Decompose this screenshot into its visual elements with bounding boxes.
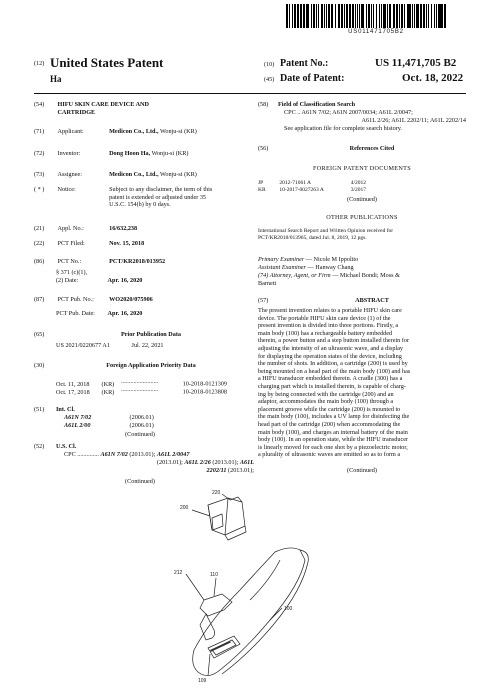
- barcode-bar: [401, 4, 402, 28]
- notice-label: Notice:: [57, 186, 76, 193]
- us-cl-line: [64, 467, 254, 475]
- barcode-bar: [431, 4, 433, 28]
- int-cl-version: (2006.01): [129, 422, 154, 429]
- abstract-line: body (100). In an operation state, while the HIFU transducer: [258, 436, 409, 444]
- barcode-bar: [436, 4, 437, 28]
- pct-no-value: PCT/KR2018/013952: [109, 258, 166, 265]
- label-220: 220: [212, 490, 221, 496]
- pct-pub-no-row: [34, 296, 254, 304]
- header-rule: [34, 93, 466, 94]
- inventor-code: (72): [34, 150, 45, 157]
- barcode-bar: [441, 4, 442, 28]
- attorney-label: (74) Attorney, Agent, or Firm: [258, 272, 331, 279]
- notice-text: [109, 186, 249, 209]
- appl-no-row: [34, 225, 254, 233]
- barcode-bar: [428, 4, 429, 28]
- priority-country: (KR): [101, 388, 115, 396]
- section-371-date: Apr. 16, 2020: [107, 277, 143, 284]
- field-search-line: A61L 2/26; A61L 2202/11; A61L 2202/14: [361, 117, 466, 124]
- abstract-line: therein, a power button and a step button installed therein for: [258, 337, 410, 345]
- cartridge-face: [208, 498, 246, 540]
- date-code: (45): [264, 76, 275, 83]
- barcode-bar: [344, 4, 345, 28]
- applicant-location: Wonju-si (KR): [158, 128, 197, 135]
- abstract-code: (57): [258, 297, 269, 304]
- barcode-bar: [316, 4, 317, 28]
- barcode-bar: [326, 4, 327, 28]
- abstract-line: is linearly moved for each one shot by a piezoelectric motor,: [258, 443, 408, 451]
- barcode-bar: [387, 4, 388, 28]
- device-figure: [150, 490, 350, 685]
- abstract-line: head part of the cartridge (200) when accommodating the: [258, 420, 401, 428]
- date-label: Date of Patent:: [280, 73, 345, 84]
- assistant-examiner: [258, 264, 466, 272]
- label-100: 100: [284, 606, 293, 612]
- pct-no-code: (86): [34, 258, 45, 265]
- int-cl-row: [64, 414, 244, 422]
- abstract-continued: (Continued): [347, 467, 377, 474]
- barcode-bar: [292, 4, 293, 28]
- barcode-bar: [381, 4, 382, 28]
- barcode-number: US011471705B2: [348, 29, 404, 35]
- pct-no-label: PCT No.:: [57, 258, 82, 265]
- prior-pub-number: US 2021/0220677 A1: [56, 342, 110, 349]
- prior-pub-date: Jul. 22, 2021: [131, 342, 164, 349]
- attorney: [258, 272, 466, 280]
- us-cl-class: A61L 2/0047: [156, 451, 190, 458]
- assignee-row: [34, 171, 254, 179]
- foreign-doc-number: 10-2017-0027263 A: [279, 187, 324, 193]
- abstract-line: a plurality of ultrasonic waves are emitted so as to form a: [258, 451, 401, 459]
- main-body-edge: [222, 550, 308, 674]
- section-371-date-label: (2) Date:: [56, 277, 79, 284]
- other-pub-line: International Search Report and Written Opinion received for: [258, 228, 394, 234]
- pct-pub-no-value: WO2020/075906: [109, 296, 153, 303]
- notice-row: [34, 186, 254, 209]
- other-pub-line: PCT/KR2018/013965, dated Jul. 8, 2019, 12 pgs.: [258, 235, 367, 241]
- notice-line: Subject to any disclaimer, the term of this: [109, 186, 213, 193]
- barcode-bar: [355, 4, 357, 28]
- prior-pub-row: [56, 342, 256, 350]
- date-of-patent: Oct. 18, 2022: [402, 72, 464, 84]
- prior-pub-code: (65): [34, 331, 45, 338]
- leader-100: [270, 608, 282, 620]
- barcode-bar: [371, 4, 372, 28]
- us-cl-line: [64, 459, 254, 467]
- abstract-line: adjusting the intensity of an ultrasonic wave, and a display: [258, 344, 404, 352]
- int-cl-code: (51): [34, 406, 45, 413]
- int-cl-row: [64, 422, 244, 430]
- patent-number-label: Patent No.:: [280, 58, 329, 69]
- priority-title: Foreign Application Priority Data: [106, 362, 196, 369]
- abstract-line: adaptor, accommodates the main body (100) through a: [258, 398, 394, 406]
- us-cl-continued: (Continued): [125, 478, 155, 485]
- barcode-bar: [418, 4, 419, 28]
- priority-dots: ........................: [121, 386, 159, 393]
- main-body-ridge: [250, 560, 280, 600]
- field-search-line: CPC .. A61N 7/02; A61N 2007/0034; A61L 2/0047;: [284, 109, 413, 116]
- barcode-bar: [321, 4, 323, 28]
- pct-pub-date-row: [56, 310, 256, 318]
- leader-212: [186, 574, 204, 600]
- button-panel: [208, 636, 240, 658]
- abstract-line: a HIFU transducer embedded therein. A cradle (300) has a: [258, 375, 403, 383]
- foreign-doc-row: [258, 180, 466, 187]
- abstract-line: main body (100), and charges an internal battery of the main: [258, 428, 408, 436]
- abstract-line: present invention is divided into three portions. Firstly, a: [258, 322, 399, 330]
- abstract-line: charging part which is installed therein, is capable of charg-: [258, 382, 406, 390]
- pct-pub-date-value: Apr. 16, 2020: [107, 310, 143, 317]
- barcode-bar: [303, 4, 304, 28]
- us-cl-title: U.S. Cl.: [56, 443, 77, 450]
- leader-200: [192, 510, 210, 516]
- priority-row: [56, 386, 256, 396]
- int-cl-continued: (Continued): [125, 431, 155, 438]
- barcode-bar: [376, 4, 378, 28]
- barcode-bar: [420, 4, 421, 28]
- us-cl-code: (52): [34, 443, 45, 450]
- us-cl-line: [64, 451, 254, 459]
- barcode-bar: [404, 4, 406, 28]
- other-pubs-title: OTHER PUBLICATIONS: [326, 214, 398, 221]
- us-cl-text: (2013.01);: [210, 459, 240, 466]
- barcode-bar: [423, 4, 425, 28]
- abstract-line: the number of shots. In addition, a cartridge (200) is used by: [258, 360, 408, 368]
- appl-no-label: Appl. No.:: [57, 225, 84, 232]
- pct-no-row: [34, 258, 254, 266]
- abstract-line: ing by being connected with the cartridge (200) and an: [258, 390, 394, 398]
- notice-line: patent is extended or adjusted under 35: [109, 193, 207, 201]
- barcode-bar: [366, 4, 367, 28]
- abstract-line: main body (100) has a rechargeable battery embedded: [258, 329, 393, 337]
- title-code: (54): [34, 101, 45, 108]
- attorney-cont: Barnett: [258, 280, 277, 287]
- barcode-bar: [426, 4, 427, 28]
- priority-date: Oct. 11, 2018: [56, 380, 90, 388]
- us-cl-class: A61L: [239, 459, 254, 466]
- abstract-line: for displaying the operation states of the device, including: [258, 352, 402, 360]
- prior-pub-title: Prior Publication Data: [120, 331, 182, 338]
- primary-examiner-label: Primary Examiner: [258, 256, 305, 263]
- field-search-line: See application file for complete search history.: [284, 125, 402, 132]
- barcode-bar: [308, 4, 309, 28]
- inventor-name: Dong Hoon Ha,: [109, 150, 151, 157]
- barcode-bar: [313, 4, 315, 28]
- leader-220: [222, 494, 230, 500]
- label-110: 110: [210, 572, 218, 578]
- assistant-examiner-label: Assistant Examiner: [258, 264, 306, 271]
- priority-dots: ........................: [121, 378, 159, 385]
- inventor-surname: Ha: [50, 74, 62, 84]
- barcode-bar: [434, 4, 435, 28]
- assistant-examiner-name: — Hanway Chang: [305, 264, 354, 271]
- foreign-doc-country: JP: [258, 180, 264, 186]
- abstract-line: The present invention relates to a portable HIFU skin care: [258, 307, 402, 314]
- leader-109: [208, 654, 210, 676]
- assignee-location: Wonju-si (KR): [158, 171, 197, 178]
- field-search-code: (58): [258, 101, 269, 108]
- abstract-line: device. The portable HIFU skin care device (1) of the: [258, 314, 391, 322]
- int-cl-version: (2006.01): [129, 414, 154, 421]
- abstract-line: being mounted on a head part of the main body (100) and has: [258, 367, 411, 375]
- us-cl-text: (2013.01);: [226, 467, 254, 474]
- barcode-bar: [379, 4, 380, 28]
- abstract-body: [258, 307, 466, 459]
- section-371: § 371 (c)(1),: [56, 269, 88, 276]
- foreign-docs-title: FOREIGN PATENT DOCUMENTS: [313, 165, 411, 172]
- label-200: 200: [180, 505, 189, 511]
- priority-number: 10-2018-0121309: [182, 380, 227, 388]
- barcode-bar: [363, 4, 364, 28]
- us-cl-class: A61N 7/02: [100, 451, 128, 458]
- foreign-doc-date: 4/2012: [350, 180, 367, 186]
- barcode-bar: [373, 4, 374, 28]
- notice-line: U.S.C. 154(b) by 0 days.: [109, 201, 171, 209]
- field-search-title: Field of Classification Search: [278, 101, 356, 108]
- us-cl-text: (2013.01);: [156, 459, 185, 466]
- barcode-bar: [300, 4, 302, 28]
- inventor-row: [34, 150, 254, 158]
- us-cl-cpc: CPC ..............: [64, 451, 99, 458]
- barcode-bar: [399, 4, 400, 28]
- barcode-bar: [368, 4, 370, 28]
- applicant-code: (71): [34, 128, 45, 135]
- assignee-name: Medicon Co., Ltd.,: [109, 171, 159, 178]
- patent-number-code: (10): [264, 61, 275, 68]
- priority-number: 10-2018-0123808: [182, 388, 227, 396]
- barcode-bar: [409, 4, 411, 28]
- barcode-bar: [357, 4, 358, 28]
- barcode-bar: [444, 4, 446, 28]
- abstract-title: ABSTRACT: [355, 297, 389, 304]
- abstract-line: the main body (100), includes a UV lamp for disinfecting the: [258, 413, 410, 421]
- priority-date: Oct. 17, 2018: [56, 388, 90, 396]
- doc-title: United States Patent: [50, 55, 164, 70]
- assignee-label: Assignee:: [57, 171, 82, 178]
- primary-examiner: [258, 256, 466, 264]
- notice-code: ( * ): [34, 186, 45, 193]
- barcode-bar: [294, 4, 296, 28]
- applicant-row: [34, 128, 254, 136]
- section-371-date-row: [56, 277, 256, 285]
- appl-no-value: 16/632,238: [109, 225, 138, 232]
- barcode-bar: [286, 4, 288, 28]
- barcode-bar: [311, 4, 312, 28]
- pct-filed-label: PCT Filed:: [57, 240, 85, 247]
- patent-number: US 11,471,705 B2: [375, 57, 457, 69]
- applicant-name: Medicon Co., Ltd.,: [109, 128, 159, 135]
- us-cl-class: A61L 2/26: [184, 459, 211, 466]
- us-cl-text: (2013.01);: [127, 451, 157, 458]
- barcode-bar: [396, 4, 398, 28]
- assignee-code: (73): [34, 171, 45, 178]
- cartridge-window: [212, 514, 223, 530]
- label-109: 109: [198, 678, 207, 684]
- barcode-bar: [332, 4, 333, 28]
- label-212: 212: [174, 570, 183, 576]
- barcode-bar: [346, 4, 347, 28]
- leader-110: [214, 578, 216, 596]
- title-section: [34, 101, 244, 116]
- references-code: (56): [258, 145, 269, 152]
- barcode-bar: [349, 4, 351, 28]
- pct-pub-no-label: PCT Pub. No.:: [57, 296, 94, 303]
- abstract-line: placement groove while the cartridge (200) is mounted to: [258, 405, 401, 413]
- barcode-bar: [318, 4, 319, 28]
- inventor-location: Wonju-si (KR): [150, 150, 189, 157]
- head-slot: [200, 594, 232, 616]
- priority-code: (30): [34, 362, 45, 369]
- foreign-doc-date: 3/2017: [350, 187, 367, 193]
- int-cl-class: A61N 7/02: [64, 414, 92, 421]
- barcode-bar: [335, 4, 337, 28]
- pct-pub-code: (87): [34, 296, 45, 303]
- attorney-name: — Michael Bondi; Moss &: [330, 272, 400, 279]
- barcode-bar: [324, 4, 325, 28]
- int-cl-class: A61L 2/00: [64, 422, 91, 429]
- invention-title: HIFU SKIN CARE DEVICE AND CARTRIDGE: [57, 101, 149, 116]
- foreign-doc-number: 2012-71061 A: [279, 180, 311, 186]
- pct-filed-value: Nov. 15, 2018: [109, 240, 145, 247]
- foreign-doc-country: KR: [258, 187, 266, 193]
- pct-pub-date-label: PCT Pub. Date:: [56, 310, 95, 317]
- barcode-bar: [341, 4, 343, 28]
- barcode-bar: [412, 4, 413, 28]
- pct-filed-code: (22): [34, 240, 45, 247]
- inventor-label: Inventor:: [57, 150, 81, 157]
- pct-filed-row: [34, 240, 254, 248]
- foreign-doc-row: [258, 187, 466, 194]
- barcode: [286, 4, 456, 28]
- int-cl-title: Int. Cl.: [56, 406, 75, 413]
- barcode-bar: [389, 4, 391, 28]
- appl-no-code: (21): [34, 225, 45, 232]
- doc-type-number: (12): [34, 60, 45, 67]
- priority-country: (KR): [101, 380, 115, 388]
- primary-examiner-name: — Nicole M Ippolito: [304, 256, 359, 263]
- references-title: References Cited: [349, 145, 395, 152]
- us-cl-class: 2202/11: [206, 467, 227, 474]
- applicant-label: Applicant:: [57, 128, 84, 135]
- barcode-bar: [289, 4, 290, 28]
- foreign-docs-continued: (Continued): [347, 196, 377, 203]
